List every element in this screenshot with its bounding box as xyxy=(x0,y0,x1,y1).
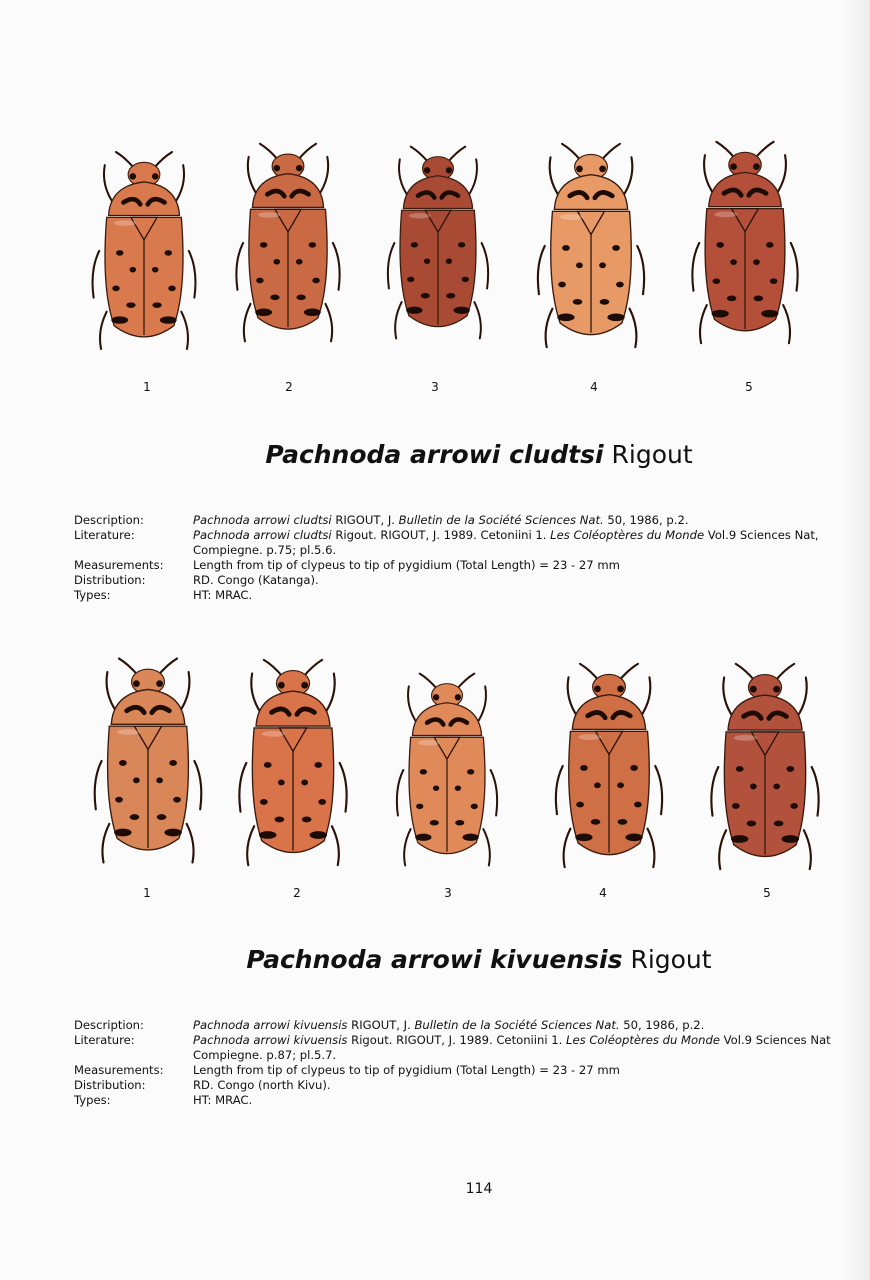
measurements-row xyxy=(74,1063,831,1078)
distribution-label: Distribution: xyxy=(74,1078,146,1092)
species-author: Rigout xyxy=(611,440,693,469)
description-row xyxy=(74,1018,831,1033)
description-label: Description: xyxy=(74,513,144,527)
beetle-specimen-image xyxy=(234,656,352,870)
distribution-label: Distribution: xyxy=(74,573,146,587)
beetle-specimen-image xyxy=(390,670,504,870)
beetle-specimen-image xyxy=(90,654,206,868)
literature-label: Literature: xyxy=(74,1033,135,1047)
types-row xyxy=(74,1093,831,1108)
types-label: Types: xyxy=(74,588,111,602)
distribution-row xyxy=(74,1078,831,1093)
species-info xyxy=(74,1018,831,1108)
distribution-value: RD. Congo (north Kivu). xyxy=(193,1078,331,1092)
literature-value: Pachnoda arrowi cludtsi Rigout. RIGOUT, J. 1989. Cetoniini 1. Les Coléoptères du Monde Vol.9 Sciences Nat, xyxy=(193,528,819,542)
specimen-number: 5 xyxy=(763,886,771,900)
types-value: HT: MRAC. xyxy=(193,1093,253,1107)
literature-label: Literature: xyxy=(74,528,135,542)
measurements-label: Measurements: xyxy=(74,1063,164,1077)
distribution-value: RD. Congo (Katanga). xyxy=(193,573,319,587)
specimen-number: 4 xyxy=(590,380,598,394)
specimen-number: 2 xyxy=(293,886,301,900)
specimen-number: 5 xyxy=(745,380,753,394)
literature-value-line2: Compiegne. p.75; pl.5.6. xyxy=(193,543,337,557)
specimen-number: 4 xyxy=(599,886,607,900)
species-title xyxy=(0,945,870,974)
specimen-number: 1 xyxy=(143,886,151,900)
page-number: 114 xyxy=(465,1181,493,1197)
specimen-number: 1 xyxy=(143,380,151,394)
measurements-value: Length from tip of clypeus to tip of pygidium (Total Length) = 23 - 27 mm xyxy=(193,1063,620,1077)
types-value: HT: MRAC. xyxy=(193,588,253,602)
measurements-label: Measurements: xyxy=(74,558,164,572)
specimen-number: 3 xyxy=(431,380,439,394)
literature-value: Pachnoda arrowi kivuensis Rigout. RIGOUT, J. 1989. Cetoniini 1. Les Coléoptères du Monde Vol.9 Sciences Nat xyxy=(193,1033,831,1047)
types-label: Types: xyxy=(74,1093,111,1107)
beetle-specimen-image xyxy=(546,660,672,872)
literature-row-continued xyxy=(74,1048,831,1063)
specimen-number: 3 xyxy=(444,886,452,900)
species-name: Pachnoda arrowi kivuensis xyxy=(246,945,623,974)
description-value: Pachnoda arrowi kivuensis RIGOUT, J. Bulletin de la Société Sciences Nat. 50, 1986, p.2. xyxy=(193,1018,705,1032)
description-label: Description: xyxy=(74,1018,144,1032)
species-name: Pachnoda arrowi cludtsi xyxy=(265,440,604,469)
description-value: Pachnoda arrowi cludtsi RIGOUT, J. Bulletin de la Société Sciences Nat. 50, 1986, p.2. xyxy=(193,513,689,527)
measurements-value: Length from tip of clypeus to tip of pygidium (Total Length) = 23 - 27 mm xyxy=(193,558,620,572)
beetle-specimen-image xyxy=(704,660,826,874)
specimen-number: 2 xyxy=(285,380,293,394)
literature-value-line2: Compiegne. p.87; pl.5.7. xyxy=(193,1048,337,1062)
literature-row xyxy=(74,1033,831,1048)
species-author: Rigout xyxy=(630,945,712,974)
